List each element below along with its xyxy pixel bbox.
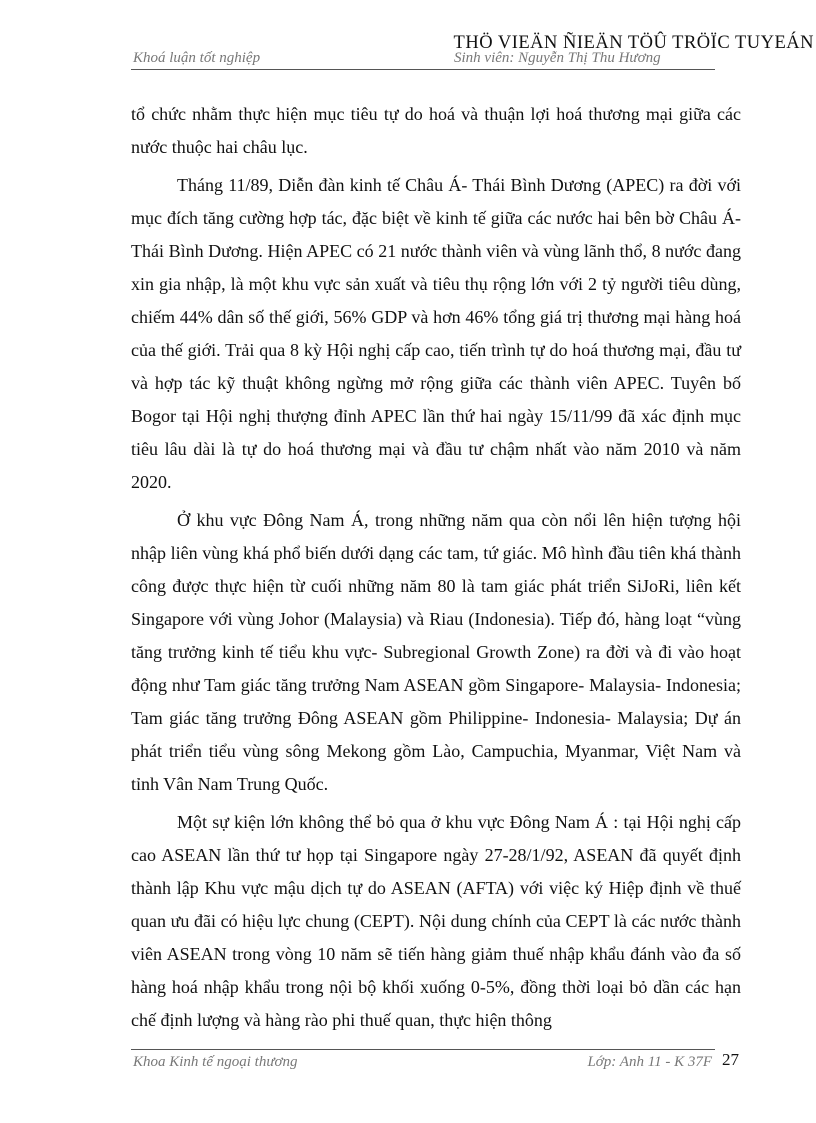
header-student-name: Sinh viên: Nguyễn Thị Thu Hương <box>454 50 661 66</box>
header-thesis-label: Khoá luận tốt nghiệp <box>133 50 261 66</box>
paragraph-continuation: tổ chức nhằm thực hiện mục tiêu tự do hoá và thuận lợi hoá thương mại giữa các nước thuộc hai châu lục. <box>131 104 741 157</box>
paragraph-southeast-asia: Ở khu vực Đông Nam Á, trong những năm qua còn nổi lên hiện tượng hội nhập liên vùng khá phổ biến dưới dạng các tam, tứ giác. Mô hình đầu tiên khá thành công được thực hiện từ cuối những năm 80 là tam giác phát triển SiJoRi, liên kết Singapore với vùng Johor (Malaysia) và Riau (Indonesia). Tiếp đó, hàng loạt “vùng tăng trưởng kinh tế tiểu khu vực- Subregional Growth Zone) ra đời và đi vào hoạt động như Tam giác tăng trưởng Nam ASEAN gồm Singapore- Malaysia- Indonesia; Tam giác tăng trưởng Đông ASEAN gồm Philippine- Indonesia- Malaysia; Dự án phát triển tiểu vùng sông Mekong gồm Lào, Campuchia, Myanmar, Việt Nam và tỉnh Vân Nam Trung Quốc. <box>131 510 741 794</box>
page-header <box>131 50 715 70</box>
paragraph-afta: Một sự kiện lớn không thể bỏ qua ở khu vực Đông Nam Á : tại Hội nghị cấp cao ASEAN lần thứ tư họp tại Singapore ngày 27-28/1/92, ASEAN đã quyết định thành lập Khu vực mậu dịch tự do ASEAN (AFTA) với việc ký Hiệp định về thuế quan ưu đãi có hiệu lực chung (CEPT). Nội dung chính của CEPT là các nước thành viên ASEAN trong vòng 10 năm sẽ tiến hàng giảm thuế nhập khẩu đánh vào đa số hàng hoá nhập khẩu trong nội bộ khối xuống 0-5%, đồng thời loại bỏ dần các hạn chế định lượng và hàng rào phi thuế quan, thực hiện thông <box>131 812 741 1030</box>
footer-class: Lớp: Anh 11 - K 37F <box>587 1054 712 1070</box>
paragraph-apec: Tháng 11/89, Diễn đàn kinh tế Châu Á- Thái Bình Dương (APEC) ra đời với mục đích tăng cường hợp tác, đặc biệt về kinh tế giữa các nước hai bên bờ Châu Á- Thái Bình Dương. Hiện APEC có 21 nước thành viên và vùng lãnh thổ, 8 nước đang xin gia nhập, là một khu vực sản xuất và tiêu thụ rộng lớn với 2 tỷ người tiêu dùng, chiếm 44% dân số thế giới, 56% GDP và hơn 46% tổng giá trị thương mại hàng hoá của thế giới. Trải qua 8 kỳ Hội nghị cấp cao, tiến trình tự do hoá thương mại, đầu tư và hợp tác kỹ thuật không ngừng mở rộng giữa các thành viên APEC. Tuyên bố Bogor tại Hội nghị thượng đỉnh APEC lần thứ hai ngày 15/11/99 đã xác định mục tiêu lâu dài là tự do hoá thương mại và đầu tư chậm nhất vào năm 2010 và năm 2020. <box>131 175 741 492</box>
page-footer <box>131 1049 715 1080</box>
library-watermark: THÖ VIEÄN ÑIEÄN TÖÛ TRÖÏC TUYEÁN <box>453 33 814 53</box>
footer-faculty: Khoa Kinh tế ngoại thương <box>133 1054 298 1070</box>
page-number: 27 <box>722 1050 739 1069</box>
body-text <box>131 98 741 1042</box>
